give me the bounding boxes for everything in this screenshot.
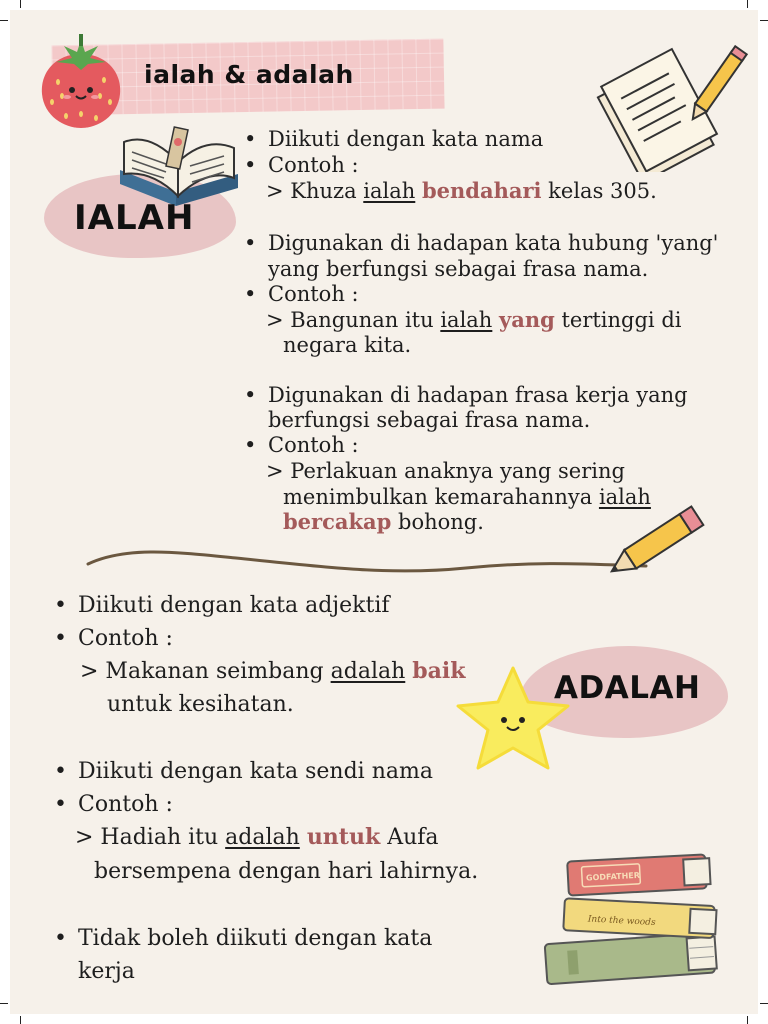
ialah-s2-example <box>266 307 681 333</box>
space <box>415 179 422 203</box>
crop-mark <box>760 20 768 21</box>
example-text: > Khuza <box>266 179 364 203</box>
example-text: > Makanan seimbang <box>80 659 331 684</box>
crop-mark <box>20 1016 21 1024</box>
star-icon <box>450 664 576 776</box>
adalah-s2-example <box>75 821 439 854</box>
ialah-s2-bullet-cont: yang berfungsi sebagai frasa nama. <box>268 257 649 281</box>
space <box>492 308 499 332</box>
adalah-s2-bullet: • Diikuti dengan kata sendi nama <box>78 755 433 788</box>
example-text: menimbulkan kemarahannya <box>283 485 599 509</box>
crop-mark <box>760 1003 768 1004</box>
highlighted-word: bendahari <box>421 178 542 203</box>
space <box>300 825 307 850</box>
adalah-s3-bullet: • Tidak boleh diikuti dengan kata <box>78 922 432 955</box>
infographic-page <box>10 10 758 1014</box>
underlined-word: adalah <box>225 825 300 850</box>
highlighted-word: bercakap <box>283 509 392 534</box>
example-text: tertinggi di <box>554 308 682 332</box>
adalah-s3-bullet-cont: kerja <box>78 959 135 984</box>
crop-mark <box>0 20 8 21</box>
highlighted-word: baik <box>412 658 466 684</box>
ialah-s3-example: > Perlakuan anaknya yang sering <box>266 459 625 483</box>
book-label-middle: Into the woods <box>587 914 656 929</box>
strawberry-icon <box>36 32 126 132</box>
ialah-s3-bullet: • Digunakan di hadapan frasa kerja yang <box>268 382 688 408</box>
paper-pencil-icon <box>590 42 750 172</box>
underlined-word: ialah <box>363 179 416 203</box>
highlighted-word: yang <box>499 307 555 332</box>
adalah-label: ADALAH <box>554 670 701 706</box>
adalah-s1-example-cont: untuk kesihatan. <box>107 692 294 717</box>
crop-mark <box>0 1003 8 1004</box>
pencil-icon <box>604 500 714 586</box>
ialah-s1-example <box>266 178 657 204</box>
example-text: bohong. <box>391 510 484 534</box>
page-title: ialah & adalah <box>144 60 354 89</box>
example-text: kelas 305. <box>541 179 657 203</box>
book-stack-icon <box>538 842 734 988</box>
adalah-s1-contoh: • Contoh : <box>78 622 173 655</box>
adalah-s1-bullet: • Diikuti dengan kata adjektif <box>78 589 390 622</box>
ialah-s2-contoh: • Contoh : <box>268 281 359 307</box>
crop-mark <box>747 1016 748 1024</box>
adalah-s1-example <box>80 655 466 688</box>
ialah-s2-example-cont: negara kita. <box>283 333 412 357</box>
ialah-s1-contoh: • Contoh : <box>268 152 359 178</box>
ialah-s3-contoh: • Contoh : <box>268 432 359 458</box>
adalah-s2-contoh: • Contoh : <box>78 788 173 821</box>
adalah-s2-example-cont: bersempena dengan hari lahirnya. <box>94 859 479 884</box>
example-text: > Hadiah itu <box>75 825 226 850</box>
crop-mark <box>20 0 21 8</box>
example-text: > Bangunan itu <box>266 308 441 332</box>
highlighted-word: untuk <box>306 824 381 850</box>
book-label-top: GODFATHER <box>585 870 641 883</box>
crop-mark <box>747 0 748 8</box>
underlined-word: ialah <box>440 308 493 332</box>
underlined-word: ialah <box>598 485 651 509</box>
ialah-s3-bullet-cont: berfungsi sebagai frasa nama. <box>268 408 591 432</box>
underlined-word: adalah <box>330 659 406 684</box>
ialah-s1-bullet: • Diikuti dengan kata nama <box>268 126 543 152</box>
ialah-label: IALAH <box>74 198 195 238</box>
ialah-s2-bullet: • Digunakan di hadapan kata hubung 'yang' <box>268 230 718 256</box>
example-text: Aufa <box>380 825 439 850</box>
